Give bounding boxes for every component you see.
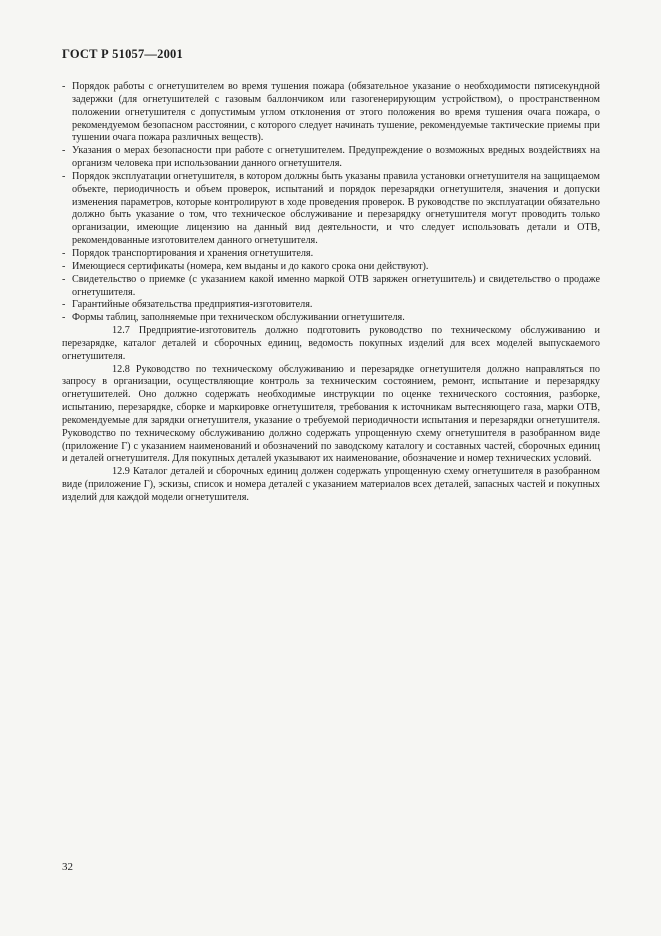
bullet-text: Гарантийные обязательства предприятия-изготовителя.: [72, 299, 313, 311]
bullet-text: Порядок транспортирования и хранения огнетушителя.: [72, 247, 314, 259]
bullet-item: [62, 274, 600, 300]
bullet-marker: -: [62, 170, 66, 182]
paragraph-12-8: 12.8 Руководство по техническому обслуживанию и перезарядке огнетушителя должно направляться по запросу в организации, осуществляющие контроль за техническим состоянием, ремонт, испытание и перезарядку огнетушителей. Оно должно содержать необходимые инструкции по оценке технического состояния, разборке, испытанию, перезарядке, сборке и маркировке огнетушителя, требования к источникам вытесняющего газа, марки ОТВ, рекомендуемые для зарядки огнетушителя, указание о требуемой периодичности испытания и перезарядки огнетушителя. Руководство по техническому обслуживанию должно содержать упрощенную схему огнетушителя в разобранном виде (приложение Г) с указанием наименований и обозначений по заводскому каталогу и составных частей, сборочных единиц и деталей огнетушителя. Для покупных деталей указывают их наименование, обозначение и номер технических условий.: [62, 363, 600, 465]
bullet-marker: -: [62, 260, 66, 272]
document-header: ГОСТ Р 51057—2001: [62, 47, 183, 61]
bullet-marker: -: [62, 145, 66, 157]
bullet-marker: -: [62, 312, 66, 324]
bullet-item: [62, 299, 600, 312]
bullet-text: Формы таблиц, заполняемые при техническом обслуживании огнетушителя.: [72, 312, 405, 324]
bullet-text: Свидетельство о приемке (с указанием какой именно маркой ОТВ заряжен огнетушитель) и свидетельство о продаже огнетушителя.: [72, 273, 600, 298]
bullet-text: Порядок эксплуатации огнетушителя, в котором должны быть указаны правила установки огнетушителя на защищаемом объекте, периодичность и объем проверок, испытаний и порядок перезарядки огнетушителя, значения и допуски изменения параметров, которые контролируют в ходе проведения проверок. В руководстве по эксплуатации обязательно должно быть указание о том, что техническое обслуживание и перезарядку огнетушителя могут проводить только организации, имеющие лицензию на данный вид деятельности, и что следует использовать детали и ОТВ, рекомендованные изготовителем данного огнетушителя.: [72, 170, 600, 247]
bullet-marker: -: [62, 81, 66, 92]
bullet-marker: -: [62, 247, 66, 259]
bullet-item: [62, 81, 600, 145]
paragraph-12-9: 12.9 Каталог деталей и сборочных единиц должен содержать упрощенную схему огнетушителя в разобранном виде (приложение Г), эскизы, список и номера деталей с указанием материалов всех деталей, запасных частей и покупных изделий для каждой модели огнетушителя.: [62, 466, 600, 503]
bullet-item: [62, 261, 600, 274]
bullet-item: [62, 145, 600, 171]
paragraph-12-7: 12.7 Предприятие-изготовитель должно подготовить руководство по техническому обслуживанию и перезарядке, каталог деталей и сборочных единиц, ведомость покупных изделий для всех моделей выпускаемого огнетушителя.: [62, 325, 600, 362]
page-number: 32: [62, 861, 73, 873]
bullet-text: Порядок работы с огнетушителем во время тушения пожара (обязательное указание о необходимости пятисекундной задержки (для огнетушителей с газовым баллончиком или газогенерирующим устройством), о пространственном положении огнетушителя с допустимым углом отклонения от этого положения во время тушения очага пожара, о рекомендуемом безопасном расстоянии, с которого следует начинать тушение, рекомендуемые тактические приемы при тушении очага пожара различных веществ).: [72, 81, 600, 144]
bullet-item: [62, 171, 600, 248]
bullet-item: [62, 248, 600, 261]
bullet-text: Указания о мерах безопасности при работе с огнетушителем. Предупреждение о возможных вредных воздействиях на организм человека при использовании данного огнетушителя.: [72, 145, 600, 170]
bullet-marker: -: [62, 299, 66, 311]
bullet-item: [62, 312, 600, 325]
bullet-text: Имеющиеся сертификаты (номера, кем выданы и до какого срока они действуют).: [72, 260, 429, 272]
bullet-marker: -: [62, 273, 66, 285]
document-body: [62, 81, 600, 505]
